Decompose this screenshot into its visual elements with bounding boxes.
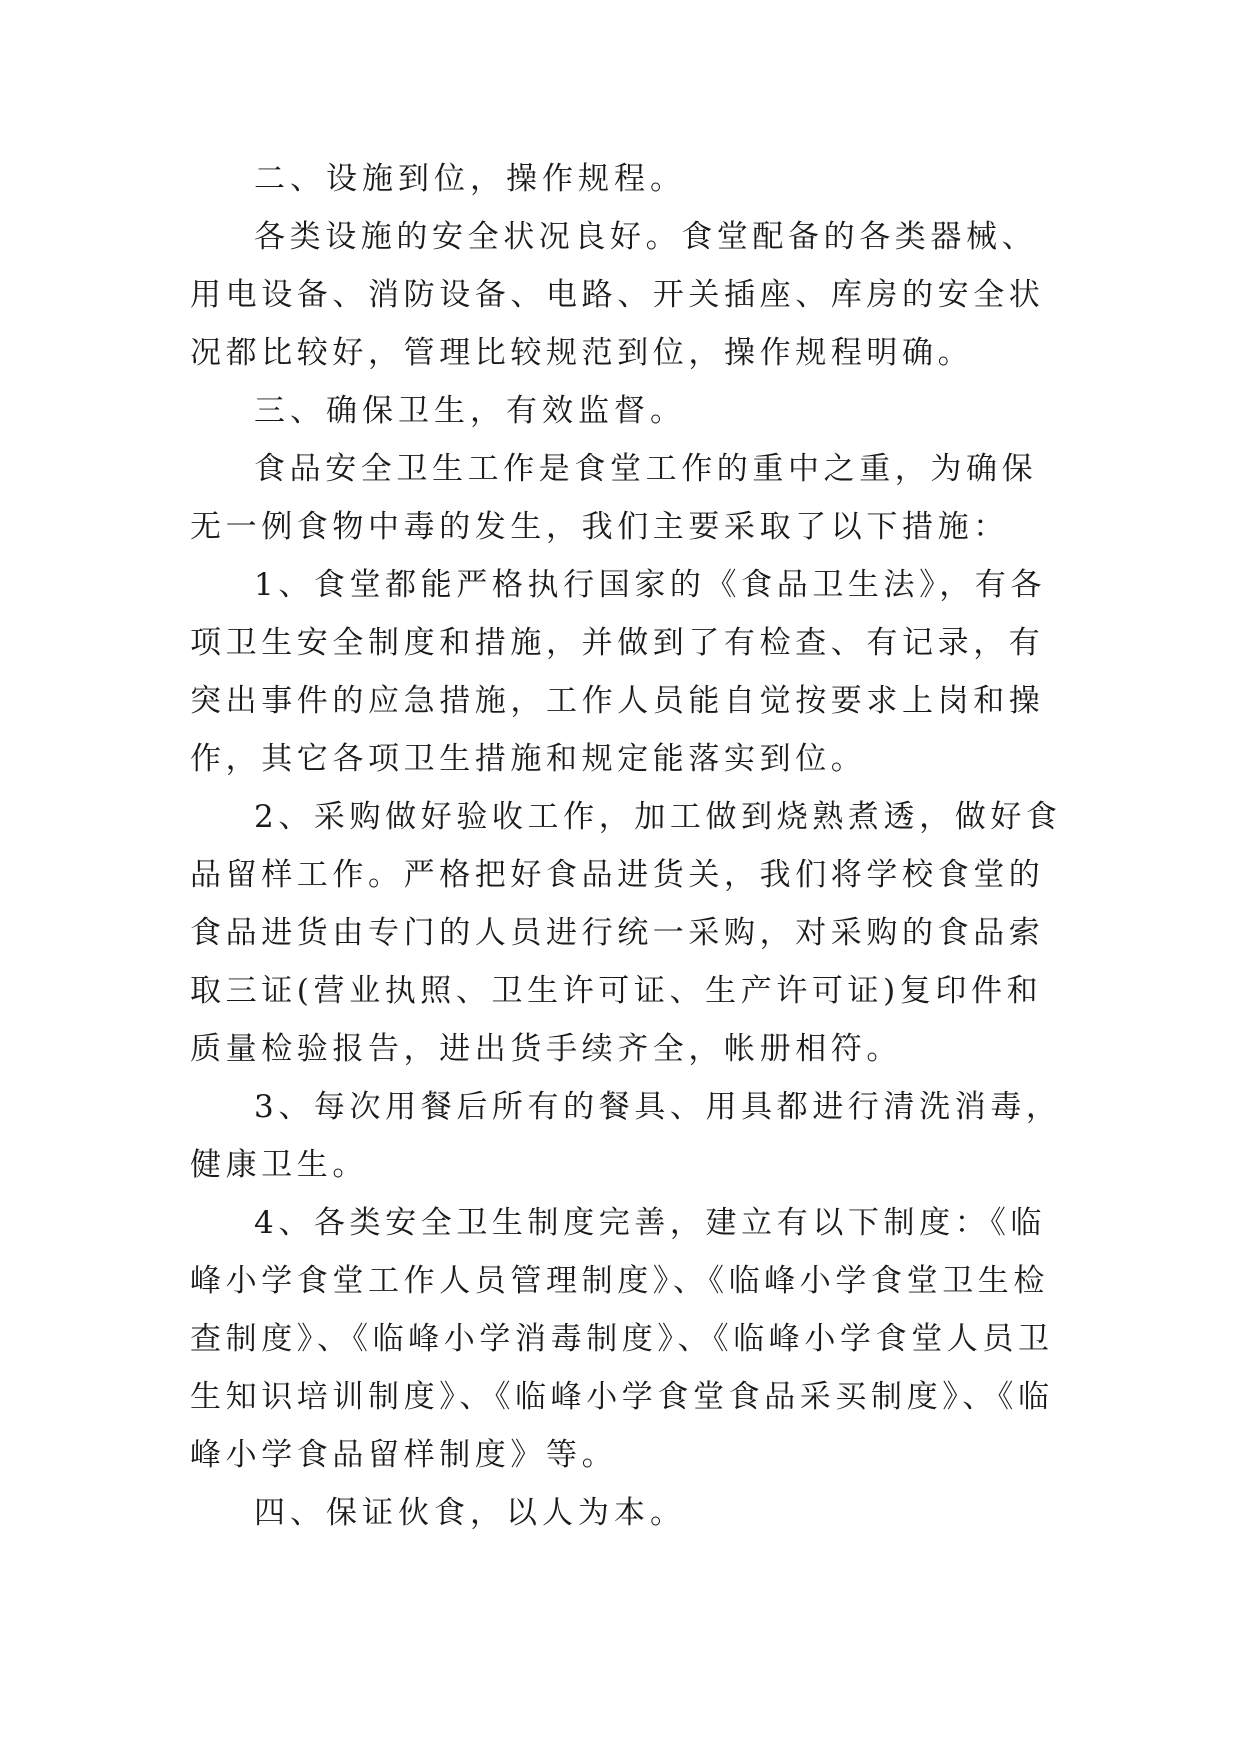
list-item-3: 3、每次用餐后所有的餐具、用具都进行清洗消毒，健康卫生。 <box>190 1089 1062 1183</box>
document-body <box>190 150 1070 1542</box>
paragraph-facilities-safety: 各类设施的安全状况良好。食堂配备的各类器械、用电设备、消防设备、电路、开关插座、库房的安全状况都比较好，管理比较规范到位，操作规程明确。 <box>190 219 1045 371</box>
list-item-2: 2、采购做好验收工作，加工做到烧熟煮透，做好食品留样工作。严格把好食品进货关，我们将学校食堂的食品进货由专门的人员进行统一采购，对采购的食品索取三证(营业执照、卫生许可证、生产许可证)复印件和质量检验报告，进出货手续齐全，帐册相符。 <box>190 799 1062 1067</box>
section-heading-hygiene: 三、确保卫生，有效监督。 <box>254 393 686 429</box>
section-heading-meals: 四、保证伙食，以人为本。 <box>254 1495 686 1531</box>
list-item-4: 4、各类安全卫生制度完善，建立有以下制度：《临峰小学食堂工作人员管理制度》、《临峰小学食堂卫生检查制度》、《临峰小学消毒制度》、《临峰小学食堂人员卫生知识培训制度》、《临峰小学食堂食品采买制度》、《临峰小学食品留样制度》等。 <box>190 1205 1054 1473</box>
list-item-1: 1、食堂都能严格执行国家的《食品卫生法》，有各项卫生安全制度和措施，并做到了有检查、有记录，有突出事件的应急措施，工作人员能自觉按要求上岗和操作，其它各项卫生措施和规定能落实到位。 <box>190 567 1047 777</box>
paragraph-hygiene-intro: 食品安全卫生工作是食堂工作的重中之重，为确保无一例食物中毒的发生，我们主要采取了以下措施： <box>190 451 1038 545</box>
section-heading-facilities: 二、设施到位，操作规程。 <box>254 161 686 197</box>
